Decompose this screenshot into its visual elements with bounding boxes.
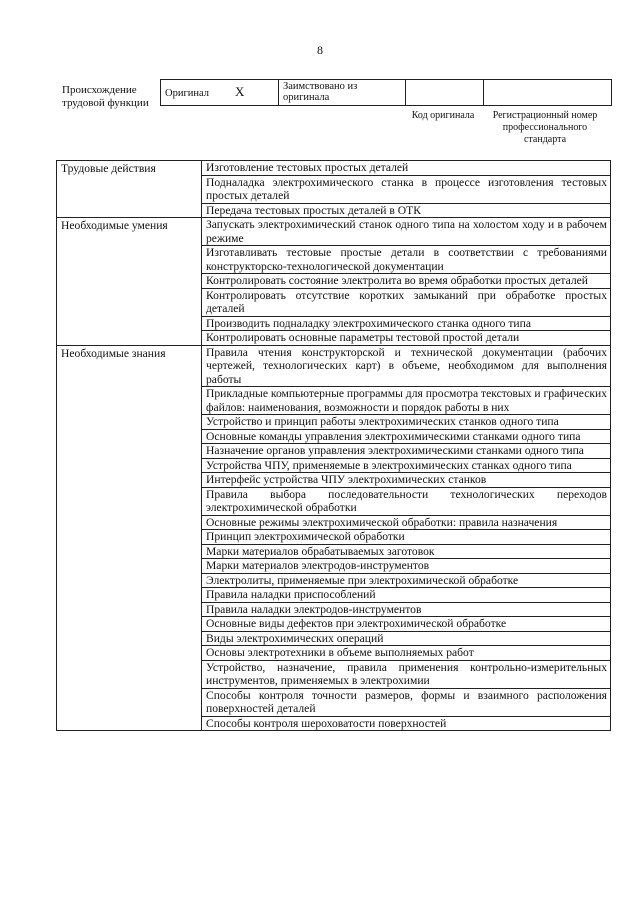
section-item: Запускать электрохимический станок одного типа на холостом ходу и в рабочем режиме bbox=[202, 218, 611, 246]
section-item: Устройство и принцип работы электрохимических станков одного типа bbox=[202, 415, 611, 430]
original-label: Оригинал bbox=[165, 88, 209, 99]
page-number: 8 bbox=[317, 43, 323, 57]
section-item: Устройства ЧПУ, применяемые в электрохимических станках одного типа bbox=[202, 458, 611, 473]
table-row bbox=[57, 218, 611, 246]
section-item: Контролировать состояние электролита во время обработки простых деталей bbox=[202, 274, 611, 289]
section-item: Устройство, назначение, правила применения контрольно-измерительных инструментов, применяемых в электрохимии bbox=[202, 660, 611, 688]
section-item: Правила чтения конструкторской и технической документации (рабочих чертежей, технологических карт) в объеме, необходимом для выполнения работы bbox=[202, 345, 611, 387]
section-title: Трудовые действия bbox=[57, 161, 202, 218]
code-caption: Код оригинала bbox=[411, 110, 475, 121]
section-item: Подналадка электрохимического станка в процессе изготовления тестовых простых деталей bbox=[202, 175, 611, 203]
origin-label: Происхождение трудовой функции bbox=[62, 84, 149, 109]
section-item: Правила наладки приспособлений bbox=[202, 588, 611, 603]
section-item: Контролировать основные параметры тестовой простой детали bbox=[202, 331, 611, 346]
section-item: Правила наладки электродов-инструментов bbox=[202, 602, 611, 617]
section-item: Правила выбора последовательности технологических переходов электрохимической обработки bbox=[202, 487, 611, 515]
section-item: Основные команды управления электрохимическими станками одного типа bbox=[202, 429, 611, 444]
section-item: Способы контроля точности размеров, формы и взаимного расположения поверхностей деталей bbox=[202, 688, 611, 716]
section-title: Необходимые знания bbox=[57, 345, 202, 731]
reg-number-cell bbox=[484, 80, 612, 106]
section-item: Основные виды дефектов при электрохимической обработке bbox=[202, 617, 611, 632]
section-item: Передача тестовых простых деталей в ОТК bbox=[202, 203, 611, 218]
section-item: Интерфейс устройства ЧПУ электрохимических станков bbox=[202, 473, 611, 488]
section-item: Основы электротехники в объеме выполняемых работ bbox=[202, 646, 611, 661]
section-item: Способы контроля шероховатости поверхностей bbox=[202, 716, 611, 731]
table-row bbox=[57, 161, 611, 176]
section-item: Принцип электрохимической обработки bbox=[202, 530, 611, 545]
section-item: Виды электрохимических операций bbox=[202, 631, 611, 646]
section-item: Марки материалов обрабатываемых заготовок bbox=[202, 544, 611, 559]
section-title: Необходимые умения bbox=[57, 218, 202, 346]
section-item: Изготовление тестовых простых деталей bbox=[202, 161, 611, 176]
reg-caption: Регистрационный номер профессионального стандарта bbox=[492, 110, 598, 145]
section-item: Назначение органов управления электрохимическими станками одного типа bbox=[202, 444, 611, 459]
section-item: Контролировать отсутствие коротких замыканий при обработке простых деталей bbox=[202, 288, 611, 316]
section-item: Изготавливать тестовые простые детали в соответствии с требованиями конструкторско-технологической документации bbox=[202, 246, 611, 274]
section-item: Электролиты, применяемые при электрохимической обработке bbox=[202, 573, 611, 588]
section-item: Производить подналадку электрохимического станка одного типа bbox=[202, 316, 611, 331]
section-item: Марки материалов электродов-инструментов bbox=[202, 559, 611, 574]
table-row bbox=[57, 345, 611, 387]
function-table bbox=[56, 160, 611, 731]
section-item: Основные режимы электрохимической обработки: правила назначения bbox=[202, 515, 611, 530]
section-item: Прикладные компьютерные программы для просмотра текстовых и графических файлов: наименования, возможности и порядок работы в них bbox=[202, 387, 611, 415]
code-cell bbox=[406, 80, 484, 106]
origin-table bbox=[160, 79, 612, 106]
original-cell bbox=[161, 80, 279, 106]
original-mark: X bbox=[235, 84, 245, 99]
borrowed-cell: Заимствовано из оригинала bbox=[279, 80, 406, 106]
